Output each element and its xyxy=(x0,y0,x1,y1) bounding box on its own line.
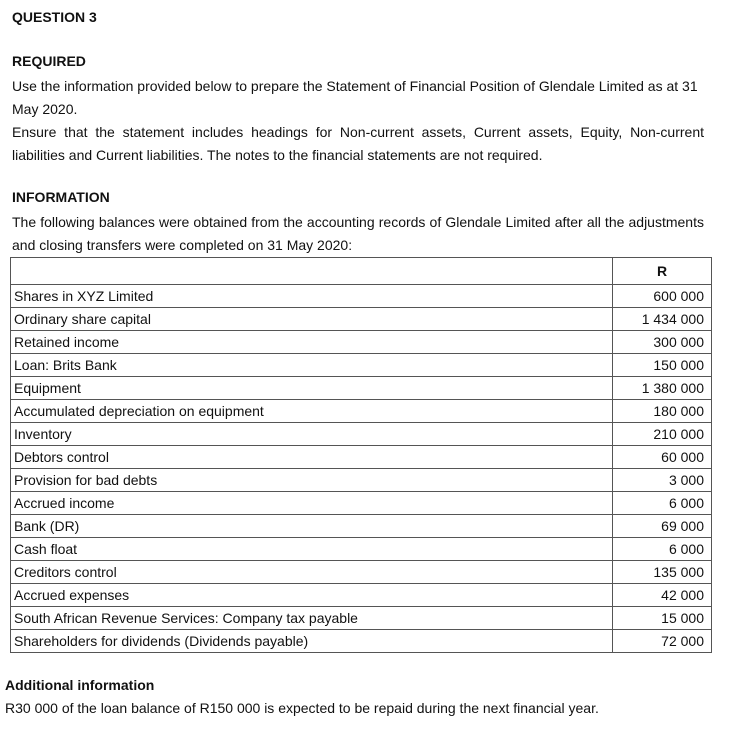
table-row xyxy=(11,538,712,561)
additional-info-text: R30 000 of the loan balance of R150 000 is expected to be repaid during the next financial year. xyxy=(5,700,599,716)
required-instruction: Use the information provided below to prepare the Statement of Financial Position of Glendale Limited as at 31 May 2020. xyxy=(12,78,698,117)
question-title: QUESTION 3 xyxy=(12,9,97,25)
account-name-cell: Inventory xyxy=(11,423,613,446)
account-name-cell: Shareholders for dividends (Dividends payable) xyxy=(11,630,613,653)
account-name-cell: Accrued income xyxy=(11,492,613,515)
table-row xyxy=(11,630,712,653)
amount-cell: 1 380 000 xyxy=(613,377,712,400)
additional-info-heading: Additional information xyxy=(5,677,155,693)
account-name-cell: Retained income xyxy=(11,331,613,354)
amount-cell: 6 000 xyxy=(613,538,712,561)
amount-cell: 150 000 xyxy=(613,354,712,377)
table-row xyxy=(11,308,712,331)
table-row xyxy=(11,515,712,538)
account-name-cell: Accumulated depreciation on equipment xyxy=(11,400,613,423)
required-heading: REQUIRED xyxy=(12,53,86,69)
amount-cell: 42 000 xyxy=(613,584,712,607)
amount-cell: 69 000 xyxy=(613,515,712,538)
table-row xyxy=(11,331,712,354)
account-name-cell: Loan: Brits Bank xyxy=(11,354,613,377)
amount-cell: 3 000 xyxy=(613,469,712,492)
table-row xyxy=(11,561,712,584)
account-name-cell: Shares in XYZ Limited xyxy=(11,285,613,308)
balances-table xyxy=(10,257,712,653)
amount-cell: 72 000 xyxy=(613,630,712,653)
amount-cell: 300 000 xyxy=(613,331,712,354)
table-row xyxy=(11,377,712,400)
table-row xyxy=(11,285,712,308)
table-header-row xyxy=(11,258,712,285)
amount-cell: 210 000 xyxy=(613,423,712,446)
account-name-cell: Equipment xyxy=(11,377,613,400)
table-row xyxy=(11,492,712,515)
table-row xyxy=(11,423,712,446)
account-name-cell: Provision for bad debts xyxy=(11,469,613,492)
header-amount-cell: R xyxy=(613,258,712,285)
header-label-cell xyxy=(11,258,613,285)
required-headings-note: Ensure that the statement includes headings for Non-current assets, Current assets, Equity, Non-current liabilities and Current liabilities. The notes to the financial statements are not required. xyxy=(12,124,704,163)
table-row xyxy=(11,446,712,469)
table-row xyxy=(11,354,712,377)
amount-cell: 600 000 xyxy=(613,285,712,308)
account-name-cell: Accrued expenses xyxy=(11,584,613,607)
amount-cell: 15 000 xyxy=(613,607,712,630)
account-name-cell: Debtors control xyxy=(11,446,613,469)
account-name-cell: Creditors control xyxy=(11,561,613,584)
information-intro: The following balances were obtained from the accounting records of Glendale Limited after all the adjustments and closing transfers were completed on 31 May 2020: xyxy=(12,214,704,253)
amount-cell: 180 000 xyxy=(613,400,712,423)
amount-cell: 60 000 xyxy=(613,446,712,469)
account-name-cell: South African Revenue Services: Company tax payable xyxy=(11,607,613,630)
table-row xyxy=(11,469,712,492)
account-name-cell: Bank (DR) xyxy=(11,515,613,538)
account-name-cell: Cash float xyxy=(11,538,613,561)
amount-cell: 135 000 xyxy=(613,561,712,584)
table-row xyxy=(11,607,712,630)
amount-cell: 6 000 xyxy=(613,492,712,515)
amount-cell: 1 434 000 xyxy=(613,308,712,331)
account-name-cell: Ordinary share capital xyxy=(11,308,613,331)
information-heading: INFORMATION xyxy=(12,189,110,205)
table-row xyxy=(11,584,712,607)
table-row xyxy=(11,400,712,423)
